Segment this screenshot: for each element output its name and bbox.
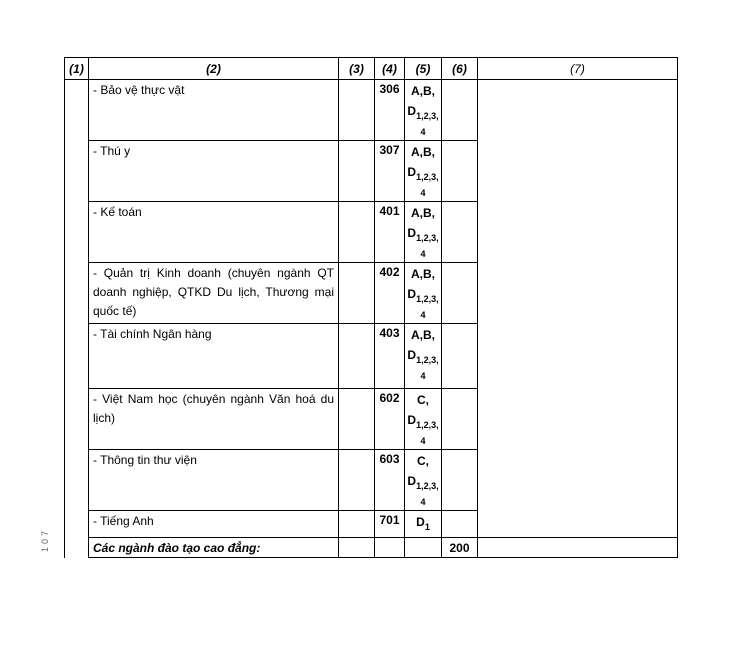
cell-col-6 — [442, 141, 478, 202]
table-row — [65, 80, 678, 141]
cell-col-3 — [339, 141, 375, 202]
header-col-5: (5) — [405, 58, 442, 80]
subject-combination: A,B, $D_{1,2,3,}$ 4 — [405, 141, 442, 202]
major-code: 701 — [375, 511, 405, 538]
subject-combination: C, $D_{1,2,3,}$ 4 — [405, 450, 442, 511]
cell-col-6 — [442, 511, 478, 538]
cell-col-3 — [339, 80, 375, 141]
major-name: - Thông tin thư viện — [89, 450, 339, 511]
major-code: 603 — [375, 450, 405, 511]
header-col-6: (6) — [442, 58, 478, 80]
major-code: 401 — [375, 202, 405, 263]
major-code: 402 — [375, 263, 405, 324]
cell-col-4 — [375, 538, 405, 558]
header-col-1: (1) — [65, 58, 89, 80]
header-row — [65, 58, 678, 80]
major-name: - Quản trị Kinh doanh (chuyên ngành QT doanh nghiệp, QTKD Du lịch, Thương mại quốc tế) — [89, 263, 339, 324]
cell-col-6 — [442, 324, 478, 389]
major-name: - Thú y — [89, 141, 339, 202]
header-col-2: (2) — [89, 58, 339, 80]
subject-combination: A,B, $D_{1,2,3,}$ 4 — [405, 263, 442, 324]
cell-col-6 — [442, 389, 478, 450]
cell-col-6 — [442, 263, 478, 324]
subject-combination: A,B, $D_{1,2,3,}$ 4 — [405, 202, 442, 263]
subject-combination: A,B, $D_{1,2,3,}$ 4 — [405, 324, 442, 389]
cell-col-3 — [339, 263, 375, 324]
subject-combination: C, $D_{1,2,3,}$ 4 — [405, 389, 442, 450]
cell-col-3 — [339, 389, 375, 450]
major-code: 306 — [375, 80, 405, 141]
major-name: - Việt Nam học (chuyên ngành Văn hoá du lịch) — [89, 389, 339, 450]
cell-col-7 — [478, 80, 678, 538]
header-col-4: (4) — [375, 58, 405, 80]
cell-col-3 — [339, 538, 375, 558]
cell-col-3 — [339, 511, 375, 538]
cell-col-6 — [442, 202, 478, 263]
cell-col-5 — [405, 538, 442, 558]
major-name: - Kế toán — [89, 202, 339, 263]
cell-col-3 — [339, 324, 375, 389]
header-col-7: (7) — [478, 58, 678, 80]
cell-col-1 — [65, 80, 89, 558]
page-number: 107 — [40, 528, 50, 553]
major-name: - Bảo vệ thực vật — [89, 80, 339, 141]
college-row — [65, 538, 678, 558]
subject-combination: $D_1$ — [405, 511, 442, 538]
cell-col-7 — [478, 538, 678, 558]
cell-col-6 — [442, 80, 478, 141]
major-name: - Tài chính Ngân hàng — [89, 324, 339, 389]
subject-combination: A,B, $D_{1,2,3,}$ 4 — [405, 80, 442, 141]
admissions-table — [64, 57, 678, 558]
cell-col-6 — [442, 450, 478, 511]
college-category-label: Các ngành đào tạo cao đẳng: — [89, 538, 339, 558]
major-code: 403 — [375, 324, 405, 389]
college-quota: 200 — [442, 538, 478, 558]
major-code: 602 — [375, 389, 405, 450]
major-name: - Tiếng Anh — [89, 511, 339, 538]
cell-col-3 — [339, 202, 375, 263]
major-code: 307 — [375, 141, 405, 202]
header-col-3: (3) — [339, 58, 375, 80]
cell-col-3 — [339, 450, 375, 511]
